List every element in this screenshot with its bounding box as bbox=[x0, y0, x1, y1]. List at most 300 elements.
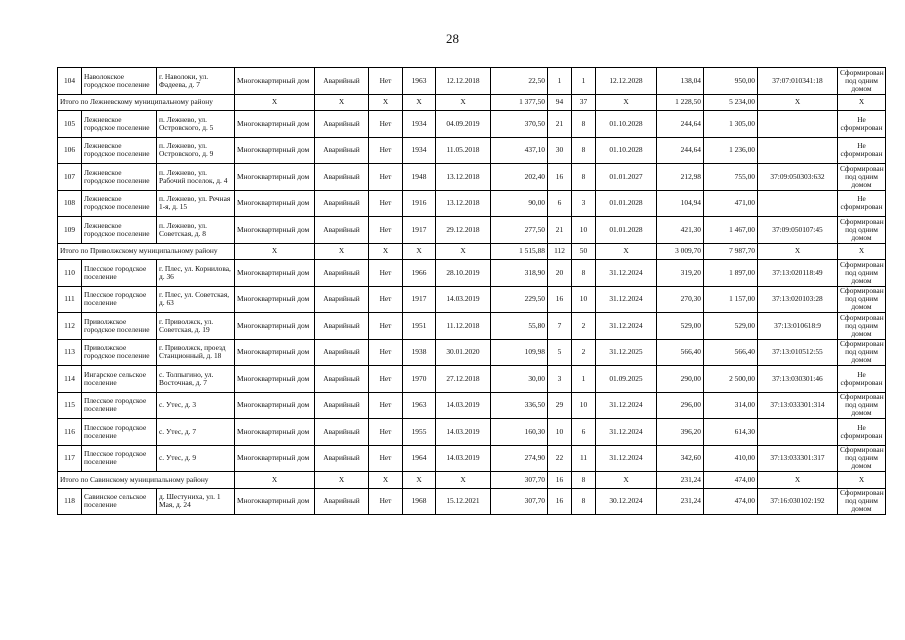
cell-cadastral bbox=[758, 111, 838, 138]
subtotal-row bbox=[58, 94, 886, 111]
cell-v2: 614,30 bbox=[704, 419, 758, 446]
cell-settlement: Плесское городское поселение bbox=[82, 286, 157, 313]
cell-v2: 471,00 bbox=[704, 190, 758, 217]
cell-house-type: Многоквартирный дом bbox=[235, 445, 315, 472]
cell-house-type: Многоквартирный дом bbox=[235, 392, 315, 419]
cell-area: 277,50 bbox=[491, 217, 548, 244]
cell-formed: Сформирован под одним домом bbox=[838, 164, 886, 191]
cell-n: 114 bbox=[58, 366, 82, 393]
cell-area: 160,30 bbox=[491, 419, 548, 446]
cell-c1: 22 bbox=[548, 445, 572, 472]
subtotal-x5: X bbox=[436, 472, 491, 489]
cell-status: Аварийный bbox=[315, 339, 369, 366]
cell-formed: Сформирован под одним домом bbox=[838, 392, 886, 419]
cell-recognized: 27.12.2018 bbox=[436, 366, 491, 393]
cell-deadline: 30.12.2024 bbox=[596, 488, 657, 515]
cell-house-type: Многоквартирный дом bbox=[235, 488, 315, 515]
cell-settlement: Лежневское городское поселение bbox=[82, 164, 157, 191]
cell-settlement: Приволжское городское поселение bbox=[82, 313, 157, 340]
cell-year: 1970 bbox=[403, 366, 436, 393]
cell-cadastral bbox=[758, 190, 838, 217]
cell-v2: 566,40 bbox=[704, 339, 758, 366]
subtotal-x3: X bbox=[369, 472, 403, 489]
cell-cadastral bbox=[758, 419, 838, 446]
table-row bbox=[58, 260, 886, 287]
table-row bbox=[58, 392, 886, 419]
cell-cadastral: 37:13:030301:46 bbox=[758, 366, 838, 393]
cell-flag: Нет bbox=[369, 68, 403, 95]
cell-address: п. Лежнево, ул. Островского, д. 9 bbox=[157, 137, 235, 164]
cell-flag: Нет bbox=[369, 190, 403, 217]
subtotal-area: 1 377,50 bbox=[491, 94, 548, 111]
cell-n: 112 bbox=[58, 313, 82, 340]
subtotal-x1: X bbox=[235, 243, 315, 260]
cell-v1: 244,64 bbox=[657, 137, 704, 164]
subtotal-c1: 94 bbox=[548, 94, 572, 111]
cell-settlement: Савинское сельское поселение bbox=[82, 488, 157, 515]
cell-n: 109 bbox=[58, 217, 82, 244]
cell-settlement: Лежневское городское поселение bbox=[82, 217, 157, 244]
cell-n: 115 bbox=[58, 392, 82, 419]
subtotal-x3: X bbox=[369, 243, 403, 260]
cell-c1: 21 bbox=[548, 111, 572, 138]
cell-address: г. Наволоки, ул. Фадеева, д. 7 bbox=[157, 68, 235, 95]
cell-c1: 21 bbox=[548, 217, 572, 244]
table-row bbox=[58, 68, 886, 95]
cell-settlement: Плесское городское поселение bbox=[82, 445, 157, 472]
cell-formed: Не сформирован bbox=[838, 366, 886, 393]
cell-c1: 10 bbox=[548, 419, 572, 446]
cell-v1: 244,64 bbox=[657, 111, 704, 138]
subtotal-v1: 1 228,50 bbox=[657, 94, 704, 111]
cell-deadline: 01.10.2028 bbox=[596, 137, 657, 164]
cell-settlement: Плесское городское поселение bbox=[82, 419, 157, 446]
cell-deadline: 31.12.2024 bbox=[596, 260, 657, 287]
cell-area: 437,10 bbox=[491, 137, 548, 164]
cell-address: п. Лежнево, ул. Рабочий поселок, д. 4 bbox=[157, 164, 235, 191]
cell-status: Аварийный bbox=[315, 392, 369, 419]
cell-c2: 6 bbox=[572, 419, 596, 446]
cell-flag: Нет bbox=[369, 111, 403, 138]
subtotal-label: Итого по Лежневскому муниципальному району bbox=[58, 94, 235, 111]
cell-recognized: 13.12.2018 bbox=[436, 190, 491, 217]
cell-c1: 3 bbox=[548, 366, 572, 393]
cell-year: 1917 bbox=[403, 286, 436, 313]
cell-house-type: Многоквартирный дом bbox=[235, 68, 315, 95]
cell-address: п. Лежнево, ул. Островского, д. 5 bbox=[157, 111, 235, 138]
cell-status: Аварийный bbox=[315, 260, 369, 287]
cell-address: с. Толпыгино, ул. Восточная, д. 7 bbox=[157, 366, 235, 393]
subtotal-x1: X bbox=[235, 472, 315, 489]
cell-recognized: 15.12.2021 bbox=[436, 488, 491, 515]
cell-address: п. Лежнево, ул. Речная 1-я, д. 15 bbox=[157, 190, 235, 217]
cell-deadline: 31.12.2024 bbox=[596, 392, 657, 419]
cell-year: 1948 bbox=[403, 164, 436, 191]
cell-deadline: 31.12.2024 bbox=[596, 445, 657, 472]
subtotal-label: Итого по Приволжскому муниципальному району bbox=[58, 243, 235, 260]
cell-deadline: 31.12.2024 bbox=[596, 419, 657, 446]
cell-status: Аварийный bbox=[315, 111, 369, 138]
subtotal-x5: X bbox=[436, 243, 491, 260]
cell-c1: 16 bbox=[548, 286, 572, 313]
cell-c2: 2 bbox=[572, 313, 596, 340]
subtotal-x6: X bbox=[596, 472, 657, 489]
cell-deadline: 01.01.2028 bbox=[596, 217, 657, 244]
cell-address: г. Приволжск, ул. Советская, д. 19 bbox=[157, 313, 235, 340]
cell-status: Аварийный bbox=[315, 164, 369, 191]
cell-deadline: 31.12.2024 bbox=[596, 286, 657, 313]
cell-v1: 566,40 bbox=[657, 339, 704, 366]
subtotal-c2: 37 bbox=[572, 94, 596, 111]
table-row bbox=[58, 313, 886, 340]
cell-address: с. Утес, д. 3 bbox=[157, 392, 235, 419]
cell-n: 107 bbox=[58, 164, 82, 191]
cell-year: 1934 bbox=[403, 137, 436, 164]
cell-v1: 421,30 bbox=[657, 217, 704, 244]
cell-formed: Сформирован под одним домом bbox=[838, 260, 886, 287]
cell-status: Аварийный bbox=[315, 68, 369, 95]
page-number: 28 bbox=[446, 31, 459, 46]
cell-c2: 2 bbox=[572, 339, 596, 366]
cell-area: 229,50 bbox=[491, 286, 548, 313]
cell-cadastral: 37:07:010341:18 bbox=[758, 68, 838, 95]
cell-n: 117 bbox=[58, 445, 82, 472]
cell-c1: 1 bbox=[548, 68, 572, 95]
cell-flag: Нет bbox=[369, 217, 403, 244]
cell-c1: 16 bbox=[548, 164, 572, 191]
cell-c1: 16 bbox=[548, 488, 572, 515]
cell-n: 105 bbox=[58, 111, 82, 138]
cell-v2: 2 500,00 bbox=[704, 366, 758, 393]
cell-cadastral: 37:13:033301:317 bbox=[758, 445, 838, 472]
cell-deadline: 31.12.2024 bbox=[596, 313, 657, 340]
cell-v1: 212,98 bbox=[657, 164, 704, 191]
cell-area: 202,40 bbox=[491, 164, 548, 191]
table-row bbox=[58, 164, 886, 191]
cell-v2: 314,00 bbox=[704, 392, 758, 419]
cell-n: 104 bbox=[58, 68, 82, 95]
cell-cadastral: 37:16:030102:192 bbox=[758, 488, 838, 515]
cell-address: п. Лежнево, ул. Советская, д. 8 bbox=[157, 217, 235, 244]
subtotal-x4: X bbox=[403, 94, 436, 111]
cell-v2: 1 236,00 bbox=[704, 137, 758, 164]
cell-status: Аварийный bbox=[315, 137, 369, 164]
cell-settlement: Плесское городское поселение bbox=[82, 260, 157, 287]
subtotal-x5: X bbox=[436, 94, 491, 111]
cell-v2: 474,00 bbox=[704, 488, 758, 515]
subtotal-x3: X bbox=[369, 94, 403, 111]
cell-recognized: 14.03.2019 bbox=[436, 392, 491, 419]
cell-n: 113 bbox=[58, 339, 82, 366]
cell-formed: Не сформирован bbox=[838, 190, 886, 217]
cell-settlement: Лежневское городское поселение bbox=[82, 111, 157, 138]
cell-flag: Нет bbox=[369, 137, 403, 164]
cell-c2: 10 bbox=[572, 217, 596, 244]
cell-v1: 296,00 bbox=[657, 392, 704, 419]
cell-status: Аварийный bbox=[315, 366, 369, 393]
cell-year: 1938 bbox=[403, 339, 436, 366]
cell-settlement: Лежневское городское поселение bbox=[82, 190, 157, 217]
cell-house-type: Многоквартирный дом bbox=[235, 419, 315, 446]
cell-area: 336,50 bbox=[491, 392, 548, 419]
cell-c2: 8 bbox=[572, 488, 596, 515]
cell-area: 109,98 bbox=[491, 339, 548, 366]
table-row bbox=[58, 445, 886, 472]
cell-c1: 5 bbox=[548, 339, 572, 366]
cell-year: 1955 bbox=[403, 419, 436, 446]
cell-v2: 755,00 bbox=[704, 164, 758, 191]
cell-year: 1966 bbox=[403, 260, 436, 287]
cell-v1: 529,00 bbox=[657, 313, 704, 340]
subtotal-x7: X bbox=[758, 94, 838, 111]
cell-formed: Сформирован под одним домом bbox=[838, 217, 886, 244]
cell-flag: Нет bbox=[369, 339, 403, 366]
cell-house-type: Многоквартирный дом bbox=[235, 164, 315, 191]
cell-area: 22,50 bbox=[491, 68, 548, 95]
cell-settlement: Наволокское городское поселение bbox=[82, 68, 157, 95]
cell-formed: Сформирован под одним домом bbox=[838, 313, 886, 340]
cell-v2: 529,00 bbox=[704, 313, 758, 340]
subtotal-x2: X bbox=[315, 472, 369, 489]
cell-formed: Не сформирован bbox=[838, 419, 886, 446]
cell-year: 1917 bbox=[403, 217, 436, 244]
cell-formed: Сформирован под одним домом bbox=[838, 68, 886, 95]
cell-deadline: 01.01.2028 bbox=[596, 190, 657, 217]
cell-house-type: Многоквартирный дом bbox=[235, 339, 315, 366]
table-row bbox=[58, 339, 886, 366]
cell-year: 1934 bbox=[403, 111, 436, 138]
cell-recognized: 04.09.2019 bbox=[436, 111, 491, 138]
cell-flag: Нет bbox=[369, 392, 403, 419]
cell-v2: 1 157,00 bbox=[704, 286, 758, 313]
table-row bbox=[58, 111, 886, 138]
subtotal-x4: X bbox=[403, 472, 436, 489]
cell-v1: 138,04 bbox=[657, 68, 704, 95]
cell-v1: 270,30 bbox=[657, 286, 704, 313]
cell-area: 30,00 bbox=[491, 366, 548, 393]
cell-year: 1916 bbox=[403, 190, 436, 217]
cell-address: г. Плес, ул. Советская, д. 63 bbox=[157, 286, 235, 313]
subtotal-x8: X bbox=[838, 243, 886, 260]
cell-status: Аварийный bbox=[315, 217, 369, 244]
cell-v1: 231,24 bbox=[657, 488, 704, 515]
cell-year: 1951 bbox=[403, 313, 436, 340]
cell-v2: 950,00 bbox=[704, 68, 758, 95]
cell-recognized: 13.12.2018 bbox=[436, 164, 491, 191]
cell-status: Аварийный bbox=[315, 190, 369, 217]
subtotal-c1: 112 bbox=[548, 243, 572, 260]
cell-v2: 1 897,00 bbox=[704, 260, 758, 287]
cell-area: 55,80 bbox=[491, 313, 548, 340]
cell-house-type: Многоквартирный дом bbox=[235, 111, 315, 138]
cell-cadastral: 37:09:050107:45 bbox=[758, 217, 838, 244]
subtotal-x7: X bbox=[758, 472, 838, 489]
cell-status: Аварийный bbox=[315, 313, 369, 340]
cell-status: Аварийный bbox=[315, 419, 369, 446]
cell-n: 111 bbox=[58, 286, 82, 313]
cell-n: 108 bbox=[58, 190, 82, 217]
cell-c2: 8 bbox=[572, 137, 596, 164]
cell-c1: 30 bbox=[548, 137, 572, 164]
table-row bbox=[58, 488, 886, 515]
subtotal-v1: 231,24 bbox=[657, 472, 704, 489]
subtotal-area: 1 515,88 bbox=[491, 243, 548, 260]
cell-flag: Нет bbox=[369, 445, 403, 472]
cell-c2: 10 bbox=[572, 286, 596, 313]
cell-house-type: Многоквартирный дом bbox=[235, 260, 315, 287]
subtotal-c2: 8 bbox=[572, 472, 596, 489]
housing-register-table bbox=[57, 67, 886, 515]
subtotal-row bbox=[58, 472, 886, 489]
subtotal-x6: X bbox=[596, 243, 657, 260]
cell-house-type: Многоквартирный дом bbox=[235, 286, 315, 313]
subtotal-area: 307,70 bbox=[491, 472, 548, 489]
cell-recognized: 12.12.2018 bbox=[436, 68, 491, 95]
cell-area: 90,00 bbox=[491, 190, 548, 217]
cell-c2: 8 bbox=[572, 260, 596, 287]
table-row bbox=[58, 137, 886, 164]
cell-cadastral: 37:13:020103:28 bbox=[758, 286, 838, 313]
cell-recognized: 14.03.2019 bbox=[436, 445, 491, 472]
cell-n: 118 bbox=[58, 488, 82, 515]
cell-c2: 8 bbox=[572, 164, 596, 191]
cell-v2: 1 467,00 bbox=[704, 217, 758, 244]
cell-address: г. Плес, ул. Корнилова, д. 36 bbox=[157, 260, 235, 287]
cell-formed: Сформирован под одним домом bbox=[838, 339, 886, 366]
cell-house-type: Многоквартирный дом bbox=[235, 137, 315, 164]
cell-flag: Нет bbox=[369, 164, 403, 191]
cell-cadastral: 37:09:050303:632 bbox=[758, 164, 838, 191]
cell-flag: Нет bbox=[369, 260, 403, 287]
cell-n: 116 bbox=[58, 419, 82, 446]
cell-area: 274,90 bbox=[491, 445, 548, 472]
cell-v2: 410,00 bbox=[704, 445, 758, 472]
cell-year: 1963 bbox=[403, 392, 436, 419]
cell-v1: 290,00 bbox=[657, 366, 704, 393]
cell-recognized: 30.01.2020 bbox=[436, 339, 491, 366]
cell-c2: 1 bbox=[572, 366, 596, 393]
cell-flag: Нет bbox=[369, 419, 403, 446]
cell-settlement: Лежневское городское поселение bbox=[82, 137, 157, 164]
table-row bbox=[58, 286, 886, 313]
cell-year: 1964 bbox=[403, 445, 436, 472]
cell-c1: 6 bbox=[548, 190, 572, 217]
cell-v1: 396,20 bbox=[657, 419, 704, 446]
subtotal-v1: 3 009,70 bbox=[657, 243, 704, 260]
cell-status: Аварийный bbox=[315, 445, 369, 472]
cell-address: с. Утес, д. 9 bbox=[157, 445, 235, 472]
cell-cadastral: 37:13:010618:9 bbox=[758, 313, 838, 340]
cell-recognized: 14.03.2019 bbox=[436, 286, 491, 313]
cell-v1: 319,20 bbox=[657, 260, 704, 287]
cell-house-type: Многоквартирный дом bbox=[235, 217, 315, 244]
cell-deadline: 01.01.2027 bbox=[596, 164, 657, 191]
cell-status: Аварийный bbox=[315, 488, 369, 515]
cell-c2: 8 bbox=[572, 111, 596, 138]
cell-c1: 29 bbox=[548, 392, 572, 419]
cell-c1: 20 bbox=[548, 260, 572, 287]
subtotal-x1: X bbox=[235, 94, 315, 111]
cell-house-type: Многоквартирный дом bbox=[235, 366, 315, 393]
cell-address: д. Шестунихa, ул. 1 Мая, д. 24 bbox=[157, 488, 235, 515]
cell-year: 1963 bbox=[403, 68, 436, 95]
cell-recognized: 14.03.2019 bbox=[436, 419, 491, 446]
cell-v2: 1 305,00 bbox=[704, 111, 758, 138]
cell-cadastral bbox=[758, 137, 838, 164]
subtotal-v2: 7 987,70 bbox=[704, 243, 758, 260]
cell-deadline: 01.10.2028 bbox=[596, 111, 657, 138]
cell-v1: 104,94 bbox=[657, 190, 704, 217]
cell-formed: Не сформирован bbox=[838, 137, 886, 164]
cell-c2: 3 bbox=[572, 190, 596, 217]
table-row bbox=[58, 366, 886, 393]
cell-formed: Не сформирован bbox=[838, 111, 886, 138]
cell-formed: Сформирован под одним домом bbox=[838, 286, 886, 313]
cell-deadline: 31.12.2025 bbox=[596, 339, 657, 366]
cell-area: 370,50 bbox=[491, 111, 548, 138]
subtotal-c2: 50 bbox=[572, 243, 596, 260]
cell-status: Аварийный bbox=[315, 286, 369, 313]
subtotal-x2: X bbox=[315, 94, 369, 111]
cell-formed: Сформирован под одним домом bbox=[838, 445, 886, 472]
cell-address: г. Приволжск, проезд Станционный, д. 18 bbox=[157, 339, 235, 366]
cell-house-type: Многоквартирный дом bbox=[235, 190, 315, 217]
cell-recognized: 29.12.2018 bbox=[436, 217, 491, 244]
cell-house-type: Многоквартирный дом bbox=[235, 313, 315, 340]
table-row bbox=[58, 217, 886, 244]
cell-settlement: Ингарское сельское поселение bbox=[82, 366, 157, 393]
cell-recognized: 11.12.2018 bbox=[436, 313, 491, 340]
cell-flag: Нет bbox=[369, 366, 403, 393]
cell-c2: 11 bbox=[572, 445, 596, 472]
cell-area: 307,70 bbox=[491, 488, 548, 515]
subtotal-c1: 16 bbox=[548, 472, 572, 489]
subtotal-x8: X bbox=[838, 472, 886, 489]
cell-cadastral: 37:13:020118:49 bbox=[758, 260, 838, 287]
cell-v1: 342,60 bbox=[657, 445, 704, 472]
cell-settlement: Приволжское городское поселение bbox=[82, 339, 157, 366]
cell-deadline: 12.12.2028 bbox=[596, 68, 657, 95]
table-row bbox=[58, 419, 886, 446]
subtotal-x6: X bbox=[596, 94, 657, 111]
cell-n: 106 bbox=[58, 137, 82, 164]
subtotal-v2: 474,00 bbox=[704, 472, 758, 489]
cell-recognized: 11.05.2018 bbox=[436, 137, 491, 164]
cell-recognized: 28.10.2019 bbox=[436, 260, 491, 287]
cell-cadastral: 37:13:033301:314 bbox=[758, 392, 838, 419]
cell-settlement: Плесское городское поселение bbox=[82, 392, 157, 419]
cell-address: с. Утес, д. 7 bbox=[157, 419, 235, 446]
subtotal-x7: X bbox=[758, 243, 838, 260]
table-row bbox=[58, 190, 886, 217]
cell-c2: 1 bbox=[572, 68, 596, 95]
cell-flag: Нет bbox=[369, 313, 403, 340]
cell-c1: 7 bbox=[548, 313, 572, 340]
cell-flag: Нет bbox=[369, 286, 403, 313]
subtotal-x8: X bbox=[838, 94, 886, 111]
cell-area: 318,90 bbox=[491, 260, 548, 287]
subtotal-x2: X bbox=[315, 243, 369, 260]
cell-deadline: 01.09.2025 bbox=[596, 366, 657, 393]
subtotal-label: Итого по Савинскому муниципальному району bbox=[58, 472, 235, 489]
cell-n: 110 bbox=[58, 260, 82, 287]
cell-c2: 10 bbox=[572, 392, 596, 419]
subtotal-v2: 5 234,00 bbox=[704, 94, 758, 111]
subtotal-x4: X bbox=[403, 243, 436, 260]
cell-cadastral: 37:13:010512:55 bbox=[758, 339, 838, 366]
cell-flag: Нет bbox=[369, 488, 403, 515]
cell-formed: Сформирован под одним домом bbox=[838, 488, 886, 515]
